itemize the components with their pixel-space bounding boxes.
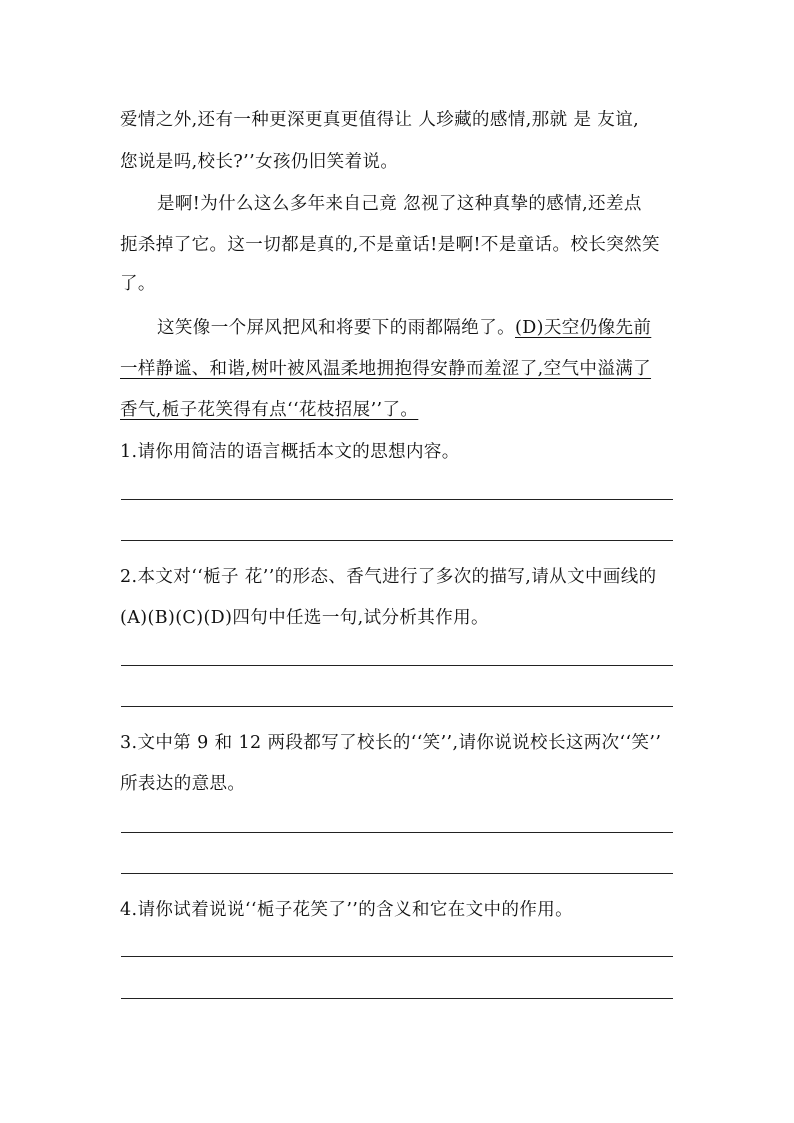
answer-line[interactable] <box>121 499 673 500</box>
question-3: 3.文中第 9 和 12 两段都写了校长的‘‘笑’’,请你说说校长这两次‘‘笑’’ <box>120 733 662 753</box>
question-3-line-2: 所表达的意思。 <box>120 774 246 794</box>
passage-text: 这笑像一个屏风把风和将要下的雨都隔绝了。 <box>157 318 515 338</box>
underlined-sentence-d-line: 一样静谧、和谐,树叶被风温柔地拥抱得安静而羞涩了,空气中溢满了 <box>120 359 652 379</box>
question-4: 4.请你试着说说‘‘栀子花笑了’’的含义和它在文中的作用。 <box>120 900 574 920</box>
passage-line: 您说是吗,校长?’’女孩仍旧笑着说。 <box>120 152 399 172</box>
question-2: 2.本文对‘‘栀子 花’’的形态、香气进行了多次的描写,请从文中画线的 <box>120 567 657 587</box>
answer-line[interactable] <box>121 832 673 833</box>
question-2-line-2: (A)(B)(C)(D)四句中任选一句,试分析其作用。 <box>120 608 489 628</box>
answer-line[interactable] <box>121 998 673 999</box>
passage-line: 爱情之外,还有一种更深更真更值得让 人珍藏的感情,那就 是 友谊, <box>120 110 640 130</box>
question-1: 1.请你用简洁的语言概括本文的思想内容。 <box>120 442 460 462</box>
passage-line: 扼杀掉了它。这一切都是真的,不是童话!是啊!不是童话。校长突然笑 <box>120 235 660 255</box>
answer-line[interactable] <box>121 706 673 707</box>
passage-line: 是啊!为什么这么多年来自己竟 忽视了这种真挚的感情,还差点 <box>157 194 642 214</box>
answer-line[interactable] <box>121 665 673 666</box>
underlined-sentence-d-line: 香气,栀子花笑得有点‘‘花枝招展’’了。 <box>120 400 419 420</box>
passage-line <box>157 316 651 340</box>
passage-line: 了。 <box>120 274 156 294</box>
answer-line[interactable] <box>121 540 673 541</box>
underlined-sentence-d: (D)天空仍像先前 <box>515 318 652 338</box>
answer-line[interactable] <box>121 956 673 957</box>
answer-line[interactable] <box>121 873 673 874</box>
